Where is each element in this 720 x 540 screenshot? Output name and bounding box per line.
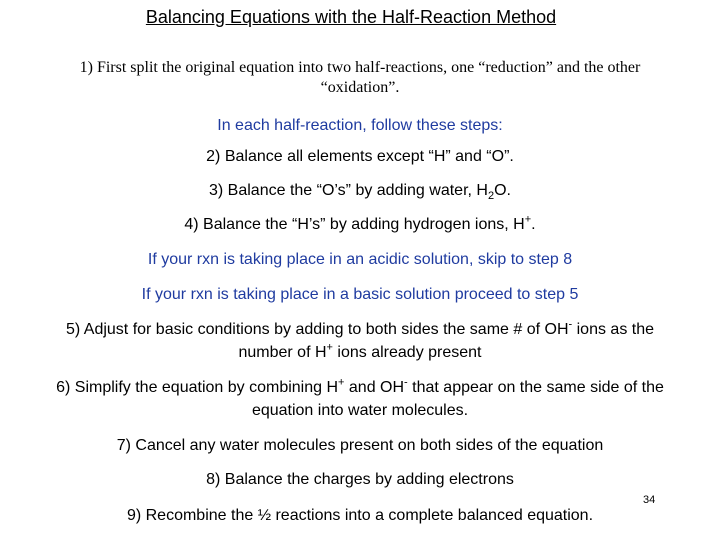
step-7: 7) Cancel any water molecules present on both sides of the equation bbox=[116, 437, 604, 454]
step-8: 8) Balance the charges by adding electrons bbox=[206, 471, 514, 488]
step-4-superscript: + bbox=[524, 213, 532, 226]
acidic-note: If your rxn is taking place in an acidic solution, skip to step 8 bbox=[147, 251, 573, 268]
step-3-text-end: O. bbox=[494, 182, 511, 199]
step-6-sup-b: - bbox=[404, 376, 408, 389]
basic-note: If your rxn is taking place in a basic solution proceed to step 5 bbox=[141, 286, 579, 303]
step-4-text: 4) Balance the “H’s” by adding hydrogen ions, H bbox=[184, 216, 525, 233]
step-5-text-a: 5) Adjust for basic conditions by adding to both sides the same # of OH bbox=[65, 321, 569, 338]
step-6-text-b: and OH bbox=[344, 379, 405, 396]
step-6-line-2: equation into water molecules. bbox=[251, 402, 469, 419]
step-6-text-a: 6) Simplify the equation by combining H bbox=[56, 379, 339, 396]
step-9: 9) Recombine the ½ reactions into a complete balanced equation. bbox=[126, 507, 594, 524]
page-number: 34 bbox=[643, 494, 656, 506]
step-5-text-b: ions as the bbox=[572, 321, 654, 338]
step-6-sup-a: + bbox=[338, 376, 345, 389]
step-5-text-d: ions already present bbox=[332, 344, 482, 361]
steps-intro: In each half-reaction, follow these steps: bbox=[217, 117, 503, 134]
step-5-sup-c: + bbox=[326, 341, 333, 354]
step-6-text-c: that appear on the same side of the bbox=[407, 379, 664, 396]
step-4-text-end: . bbox=[531, 216, 536, 233]
step-5-line-2 bbox=[0, 341, 720, 364]
page-title: Balancing Equations with the Half-Reaction Method bbox=[145, 7, 557, 27]
step-1-line-1: 1) First split the original equation into two half-reactions, one “reduction” and the other bbox=[79, 59, 641, 76]
step-5-text-c: number of H bbox=[238, 344, 327, 361]
step-3-subscript: 2 bbox=[487, 190, 495, 203]
step-3 bbox=[0, 179, 720, 202]
step-4 bbox=[0, 213, 720, 236]
step-5-line-1 bbox=[0, 318, 720, 341]
step-3-text: 3) Balance the “O’s” by adding water, H bbox=[209, 182, 488, 199]
step-2: 2) Balance all elements except “H” and “O”. bbox=[206, 148, 514, 165]
step-6-line-1 bbox=[0, 376, 720, 399]
step-1-line-2: “oxidation”. bbox=[320, 79, 400, 96]
step-5-sup-a: - bbox=[568, 318, 573, 331]
